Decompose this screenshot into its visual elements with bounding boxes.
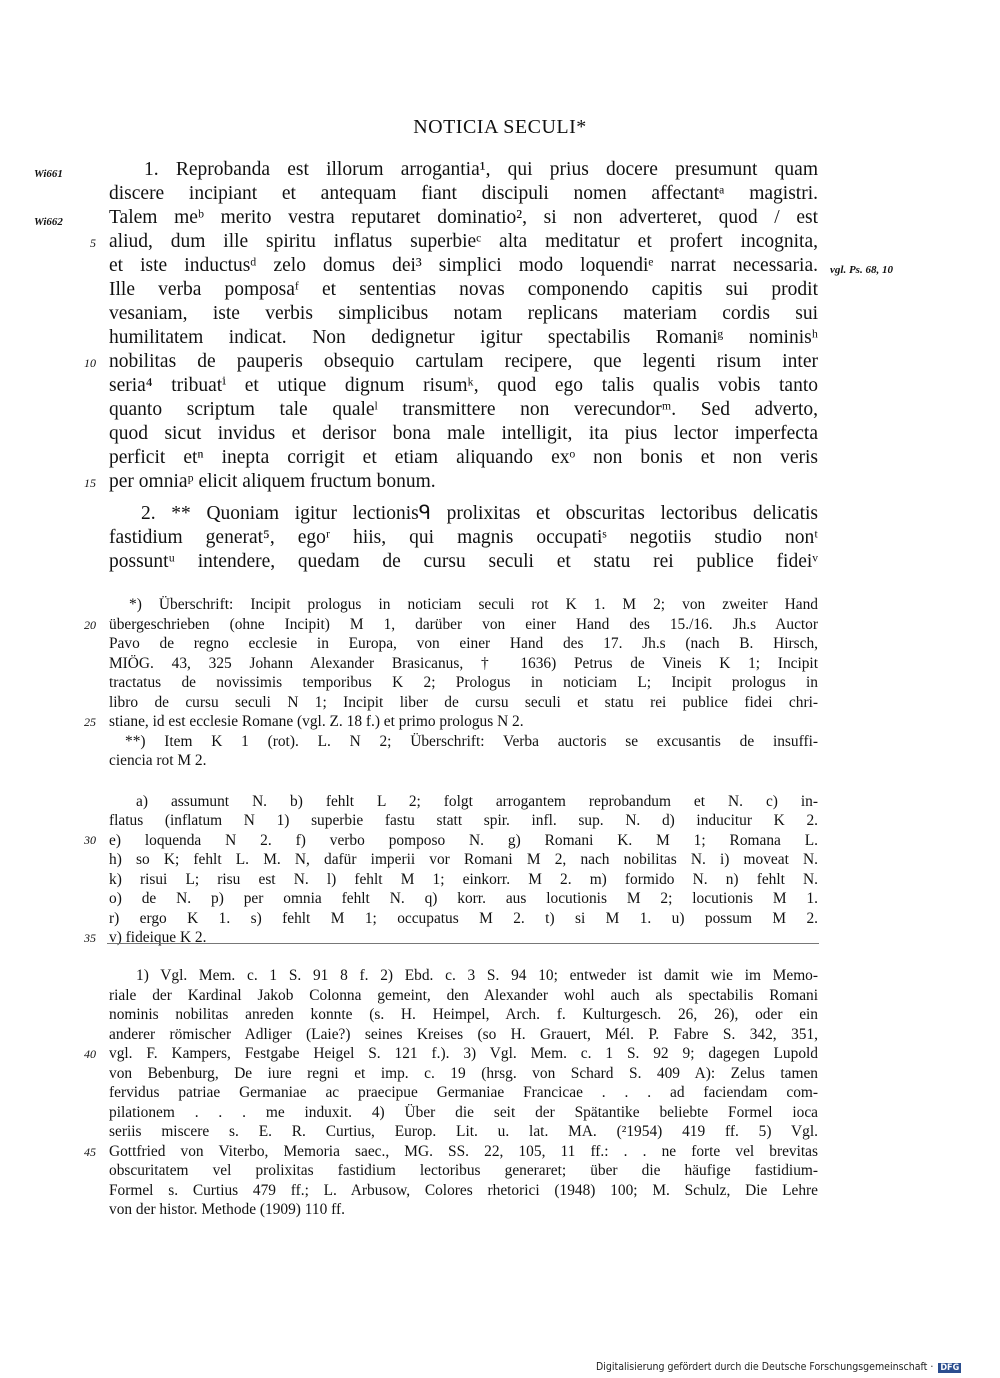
footer-text: Digitalisierung gefördert durch die Deutsche Forschungsgemeinschaft · xyxy=(596,1361,934,1373)
commentary-line: nominis nobilitas anreden konnte (s. H. Heimpel, Arch. f. Kulturgesch. 26, 26), oder ein xyxy=(109,1006,818,1023)
apparatus-line: k) risui L; risu est N. l) fehlt M 1; einkorr. M 2. m) formido N. n) fehlt N. xyxy=(109,871,818,888)
margin-ref-wi661: Wi661 xyxy=(34,168,63,180)
line-number: 25 xyxy=(84,715,96,729)
text-line: aliud, dum ille spiritu inflatus superbieᶜ alta meditatur et profert incognita, xyxy=(109,231,818,252)
footnote-divider xyxy=(107,943,819,944)
apparatus-line: flatus (inflatum N 1) superbie fastu statt spir. infl. sup. N. d) inducitur K 2. xyxy=(109,812,818,829)
text-line: perficit etⁿ inepta corrigit et etiam aliquando exᵒ non bonis et non veris xyxy=(109,447,818,468)
line-number: 45 xyxy=(84,1145,96,1159)
line-number: 15 xyxy=(84,476,96,490)
page-title: NOTICIA SECULI* xyxy=(413,116,587,138)
line-number: 10 xyxy=(84,356,96,370)
commentary-line: seriis miscere s. E. R. Curtius, Europ. Lit. u. lat. MA. (²1954) 419 ff. 5) Vgl. xyxy=(109,1123,818,1140)
apparatus-line: a) assumunt N. b) fehlt L 2; folgt arrogantem reprobandum et N. c) in- xyxy=(136,793,818,810)
commentary-line: fervidus patriae Germaniae ac praecipue Germaniae Francicae . . . ad faciendam com- xyxy=(109,1084,818,1101)
apparatus-line: e) loquenda N 2. f) verbo pomposo N. g) Romani K. M 1; Romana L. xyxy=(109,832,818,849)
text-line: possuntᵘ intendere, quedam de cursu seculi et statu rei publice fideiᵛ xyxy=(109,551,818,572)
commentary-line: von Bebenburg, De iure regni et imp. c. 19 (hrsg. von Schard S. 409 A): Zelus tamen xyxy=(109,1065,818,1082)
text-line: fastidium generat⁵, egoʳ hiis, qui magnis occupatiˢ negotiis studio nonᵗ xyxy=(109,527,818,548)
text-line: per omniaᵖ elicit aliquem fructum bonum. xyxy=(109,471,436,492)
note-line: **) Item K 1 (rot). L. N 2; Überschrift: Verba auctoris se excusantis de insuffi- xyxy=(125,733,818,750)
text-line: et iste inductusᵈ zelo domus dei³ simplici modo loquendiᵉ narrat necessaria. xyxy=(109,255,818,276)
apparatus-line: o) de N. p) per omnia fehlt N. q) korr. aus locutionis M 2; locutionis M 1. xyxy=(109,890,818,907)
commentary-line: obscuritatem vel prolixitas fastidium lectoribus generaret; über die häufige fastidium- xyxy=(109,1162,818,1179)
note-line: libro de cursu seculi N 1; Incipit liber de cursu seculi et statu rei publice fidei chri- xyxy=(109,694,818,711)
text-line: Ille verba pomposaᶠ et sententias novas componendo capitis sui prodit xyxy=(109,279,818,300)
note-line: tractatus de novissimis temporibus K 2; Prologus in noticiam L; Incipit prologus in xyxy=(109,674,818,691)
commentary-line: riale der Kardinal Jakob Colonna gemeint, den Alexander wohl auch als spectabilis Romani xyxy=(109,987,818,1004)
note-line: *) Überschrift: Incipit prologus in noticiam seculi rot K 1. M 2; von zweiter Hand xyxy=(129,596,818,613)
line-number: 40 xyxy=(84,1047,96,1061)
text-line: quod sicut invidus et derisor bona male intelligit, ita pius lector imperfecta xyxy=(109,423,818,444)
text-line: Talem meᵇ merito vestra reputaret dominatio², si non adverteret, quod / est xyxy=(109,207,818,228)
text-line: seria⁴ tribuatⁱ et utique dignum risumᵏ, quod ego talis qualis vobis tanto xyxy=(109,375,818,396)
text-line: quanto scriptum tale qualeˡ transmittere non verecundorᵐ. Sed adverto, xyxy=(109,399,818,420)
text-line: vesaniam, iste verbis simplicibus notam replicans materiam cordis sui xyxy=(109,303,818,324)
text-line: 1. Reprobanda est illorum arrogantia¹, qui prius docere presumunt quam xyxy=(144,159,818,180)
commentary-line: von der histor. Methode (1909) 110 ff. xyxy=(109,1201,345,1218)
text-line: 2. ** Quoniam igitur lectionisᑫ prolixitas et obscuritas lectoribus delicatis xyxy=(141,503,818,524)
note-line: Pavo de regno ecclesie in Europa, von einer Hand des 17. Jh.s (nach B. Hirsch, xyxy=(109,635,818,652)
apparatus-line: h) so K; fehlt L. M. N, dafür imperii vor Romani M 2, nach nobilitas N. i) moveat N. xyxy=(109,851,818,868)
margin-ref-psalm: vgl. Ps. 68, 10 xyxy=(830,264,893,276)
line-number: 30 xyxy=(84,833,96,847)
note-line: übergeschrieben (ohne Incipit) M 1, darüber von einer Hand des 15./16. Jh.s Auctor xyxy=(109,616,818,633)
line-number: 35 xyxy=(84,931,96,945)
line-number: 20 xyxy=(84,618,96,632)
text-line: nobilitas de pauperis obsequio cartulam recipere, que legenti risum inter xyxy=(109,351,818,372)
note-line: stiane, id est ecclesie Romane (vgl. Z. 18 f.) et primo prologus N 2. xyxy=(109,713,524,730)
line-number: 5 xyxy=(90,236,96,250)
commentary-line: Gottfried von Viterbo, Memoria saec., MG. SS. 22, 105, 11 ff.: . . ne forte vel brevitas xyxy=(109,1143,818,1160)
apparatus-line: r) ergo K 1. s) fehlt M 1; occupatus M 2. t) si M 1. u) possum M 2. xyxy=(109,910,818,927)
commentary-line: vgl. F. Kampers, Festgabe Heigel S. 121 f.). 3) Vgl. Mem. c. 1 S. 92 9; dagegen Lupold xyxy=(109,1045,818,1062)
margin-ref-wi662: Wi662 xyxy=(34,216,63,228)
commentary-line: 1) Vgl. Mem. c. 1 S. 91 8 f. 2) Ebd. c. 3 S. 94 10; entweder ist damit wie im Memo- xyxy=(136,967,818,984)
text-line: humilitatem indicat. Non dedignetur igitur spectabilis Romaniᵍ nominisʰ xyxy=(109,327,818,348)
note-line: ciencia rot M 2. xyxy=(109,752,207,769)
commentary-line: Formel s. Curtius 479 ff.; L. Arbusow, Colores rhetorici (1948) 100; M. Schulz, Die Lehre xyxy=(109,1182,818,1199)
apparatus-line: v) fideique K 2. xyxy=(109,929,207,946)
commentary-line: pilationem . . . me induxit. 4) Über die seit der Spätantike beliebte Formel ioca xyxy=(109,1104,818,1121)
footer-credit xyxy=(596,1361,961,1373)
text-line: discere incipiant et antequam fiant discipuli nomen affectantᵃ magistri. xyxy=(109,183,818,204)
dfg-logo-icon: DFG xyxy=(940,1363,960,1373)
commentary-line: anderer römischer Adliger (Laie?) seines Kreises (so H. Grauert, Mél. P. Fabre S. 342, 351, xyxy=(109,1026,818,1043)
note-line: MIÖG. 43, 325 Johann Alexander Brasicanus, † 1636) Petrus de Vineis K 1; Incipit xyxy=(109,655,818,672)
